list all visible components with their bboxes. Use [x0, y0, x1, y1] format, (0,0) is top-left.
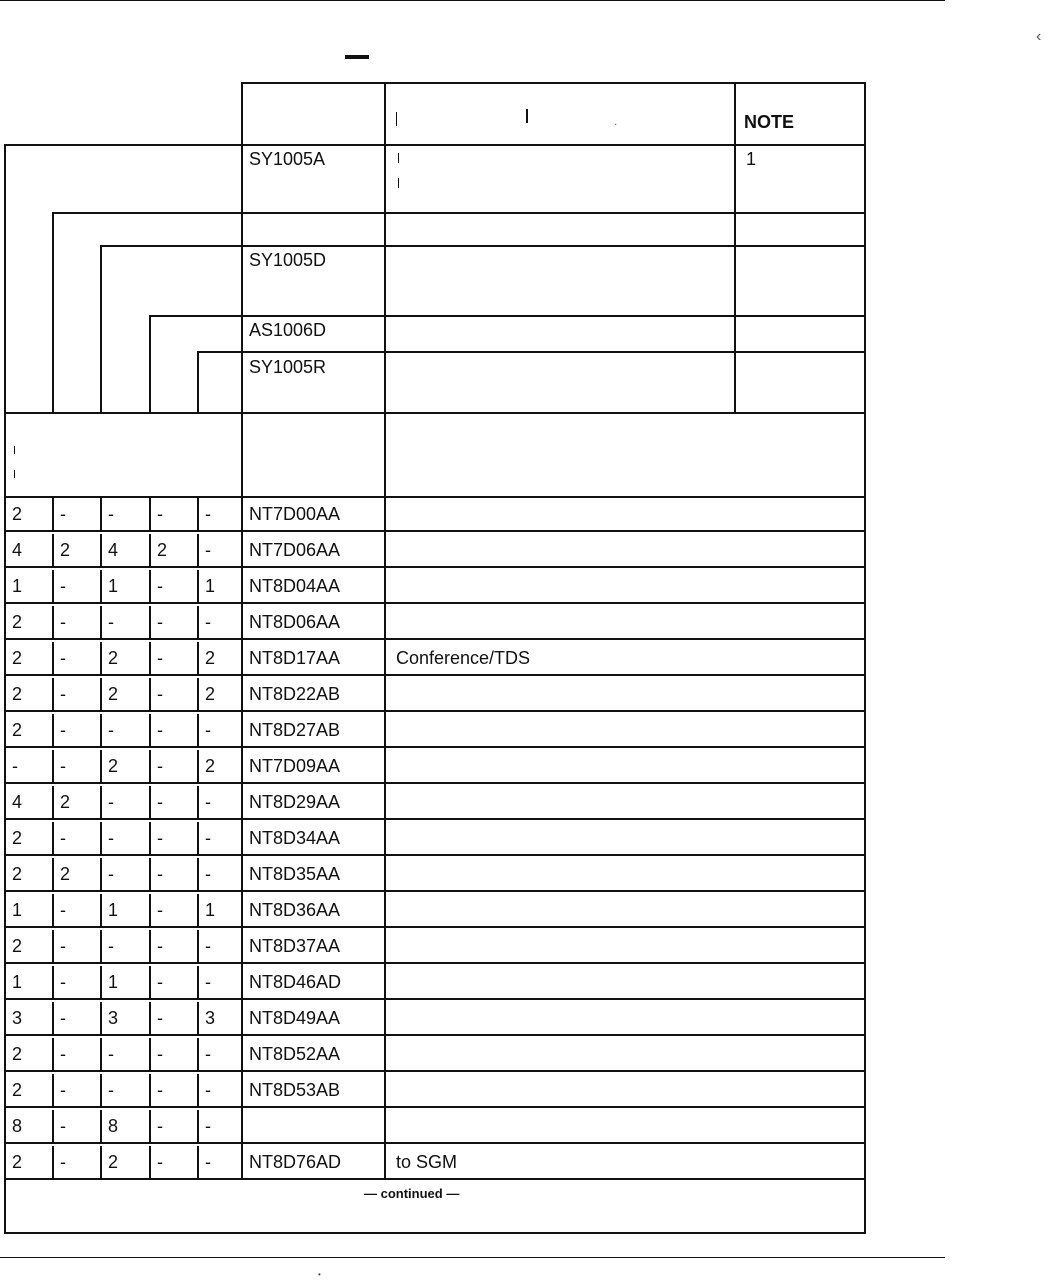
- part-code: NT7D00AA: [249, 504, 341, 524]
- quantity-cell: 1: [108, 972, 119, 992]
- quantity-cell: 1: [12, 900, 23, 920]
- quantity-cell: -: [108, 1044, 114, 1064]
- system-code: SY1005D: [249, 250, 327, 270]
- quantity-cell: 2: [12, 720, 23, 740]
- quantity-cell: 2: [12, 1080, 23, 1100]
- quantity-cell: -: [60, 756, 66, 776]
- table-row: [4, 892, 866, 928]
- quantity-cell: -: [60, 504, 66, 524]
- quantity-cell: -: [157, 684, 163, 704]
- quantity-cell: 2: [60, 864, 71, 884]
- quantity-cell: -: [157, 864, 163, 884]
- quantity-cell: 2: [12, 828, 23, 848]
- quantity-cell: 2: [108, 648, 119, 668]
- quantity-cell: -: [157, 828, 163, 848]
- section-tick-mark: [14, 446, 15, 454]
- quantity-cell: 2: [12, 684, 23, 704]
- desc-tick-mark: [398, 178, 399, 188]
- quantity-cell: 8: [12, 1116, 23, 1136]
- quantity-cell: -: [12, 756, 18, 776]
- table-row: [4, 676, 866, 712]
- table-row: [4, 1000, 866, 1036]
- quantity-cell: 2: [108, 756, 119, 776]
- equipment-table: [4, 82, 866, 1234]
- quantity-cell: -: [60, 1152, 66, 1172]
- quantity-cell: 2: [205, 684, 216, 704]
- table-row: [4, 964, 866, 1000]
- quantity-cell: 8: [108, 1116, 119, 1136]
- quantity-cell: 1: [108, 576, 119, 596]
- quantity-cell: -: [60, 900, 66, 920]
- quantity-cell: 1: [108, 900, 119, 920]
- quantity-cell: 1: [205, 576, 216, 596]
- quantity-cell: -: [108, 720, 114, 740]
- quantity-cell: -: [205, 864, 211, 884]
- table-row: [4, 1144, 866, 1180]
- table-row: [4, 856, 866, 892]
- table-row: [4, 1072, 866, 1108]
- quantity-cell: -: [205, 972, 211, 992]
- quantity-cell: -: [157, 1152, 163, 1172]
- quantity-cell: -: [60, 576, 66, 596]
- part-code: NT7D09AA: [249, 756, 341, 776]
- quantity-cell: -: [157, 504, 163, 524]
- quantity-cell: 2: [12, 1152, 23, 1172]
- quantity-cell: -: [157, 900, 163, 920]
- quantity-cell: -: [205, 540, 211, 560]
- part-code: NT8D46AD: [249, 972, 342, 992]
- quantity-cell: -: [157, 576, 163, 596]
- continued-label: — continued —: [364, 1186, 460, 1201]
- quantity-cell: 1: [12, 576, 23, 596]
- quantity-cell: -: [108, 828, 114, 848]
- part-code: NT8D52AA: [249, 1044, 341, 1064]
- quantity-cell: 3: [205, 1008, 216, 1028]
- bottom-rule: [0, 1257, 945, 1258]
- quantity-cell: 2: [12, 936, 23, 956]
- quantity-cell: -: [205, 612, 211, 632]
- quantity-cell: 3: [108, 1008, 119, 1028]
- quantity-cell: 2: [60, 540, 71, 560]
- desc-tick-mark: [398, 153, 399, 163]
- part-code: NT8D34AA: [249, 828, 341, 848]
- quantity-cell: -: [205, 1044, 211, 1064]
- table-row: [4, 1036, 866, 1072]
- header-tick-mark: [526, 109, 528, 123]
- quantity-cell: 2: [108, 1152, 119, 1172]
- quantity-cell: -: [60, 612, 66, 632]
- quantity-cell: -: [205, 1116, 211, 1136]
- part-description: to SGM: [396, 1152, 458, 1172]
- system-code: SY1005A: [249, 149, 326, 169]
- part-code: NT8D37AA: [249, 936, 341, 956]
- quantity-cell: -: [157, 1080, 163, 1100]
- note-column-header: NOTE: [744, 112, 795, 132]
- part-code: NT8D36AA: [249, 900, 341, 920]
- quantity-cell: -: [60, 1080, 66, 1100]
- quantity-cell: 2: [12, 1044, 23, 1064]
- table-row: [4, 496, 866, 532]
- quantity-cell: 1: [205, 900, 216, 920]
- table-row: [4, 640, 866, 676]
- quantity-cell: 2: [12, 648, 23, 668]
- table-row: [4, 748, 866, 784]
- quantity-cell: -: [157, 1116, 163, 1136]
- corner-scribble-mark: ‹: [1036, 28, 1042, 45]
- part-code: NT8D04AA: [249, 576, 341, 596]
- quantity-cell: 2: [205, 756, 216, 776]
- quantity-cell: -: [157, 936, 163, 956]
- quantity-cell: -: [108, 504, 114, 524]
- quantity-cell: 1: [12, 972, 23, 992]
- quantity-cell: 4: [12, 792, 23, 812]
- part-code: NT8D17AA: [249, 648, 341, 668]
- table-row: [4, 532, 866, 568]
- quantity-cell: -: [157, 612, 163, 632]
- quantity-cell: 2: [205, 648, 216, 668]
- table-row: [4, 784, 866, 820]
- part-code: NT8D35AA: [249, 864, 341, 884]
- system-code: SY1005R: [249, 357, 327, 377]
- quantity-cell: -: [157, 792, 163, 812]
- part-code: NT8D53AB: [249, 1080, 341, 1100]
- quantity-cell: -: [60, 1044, 66, 1064]
- quantity-cell: -: [157, 648, 163, 668]
- quantity-cell: -: [205, 504, 211, 524]
- quantity-cell: -: [205, 936, 211, 956]
- quantity-cell: -: [205, 828, 211, 848]
- quantity-cell: -: [108, 936, 114, 956]
- quantity-cell: -: [60, 720, 66, 740]
- quantity-cell: -: [108, 612, 114, 632]
- quantity-cell: -: [60, 1116, 66, 1136]
- part-code: NT8D49AA: [249, 1008, 341, 1028]
- quantity-cell: 2: [60, 792, 71, 812]
- quantity-cell: 2: [12, 504, 23, 524]
- part-code: NT8D29AA: [249, 792, 341, 812]
- quantity-cell: 2: [108, 684, 119, 704]
- quantity-cell: -: [60, 828, 66, 848]
- quantity-cell: -: [157, 972, 163, 992]
- quantity-cell: 2: [12, 612, 23, 632]
- system-code: AS1006D: [249, 320, 327, 340]
- quantity-cell: -: [60, 972, 66, 992]
- footer-speck-mark: •: [318, 1270, 321, 1279]
- quantity-cell: 2: [12, 864, 23, 884]
- quantity-cell: 4: [12, 540, 23, 560]
- part-code: NT8D27AB: [249, 720, 341, 740]
- quantity-cell: -: [157, 720, 163, 740]
- table-row: [4, 604, 866, 640]
- system-note: 1: [746, 149, 757, 169]
- quantity-cell: -: [157, 756, 163, 776]
- header-dash-mark: [345, 55, 369, 59]
- quantity-cell: -: [60, 684, 66, 704]
- quantity-cell: -: [205, 720, 211, 740]
- quantity-cell: -: [205, 1080, 211, 1100]
- part-code: NT7D06AA: [249, 540, 341, 560]
- section-tick-mark: [14, 470, 15, 478]
- quantity-cell: 4: [108, 540, 119, 560]
- quantity-cell: -: [60, 936, 66, 956]
- quantity-cell: 2: [157, 540, 168, 560]
- table-row: [4, 820, 866, 856]
- table-row: [4, 568, 866, 604]
- quantity-cell: -: [108, 864, 114, 884]
- quantity-cell: -: [205, 792, 211, 812]
- part-description: Conference/TDS: [396, 648, 531, 668]
- quantity-cell: -: [108, 792, 114, 812]
- header-tick-mark: [396, 112, 397, 126]
- part-code: NT8D76AD: [249, 1152, 342, 1172]
- quantity-cell: -: [60, 648, 66, 668]
- quantity-cell: -: [157, 1044, 163, 1064]
- table-row: [4, 928, 866, 964]
- header-speck: .: [614, 114, 618, 128]
- quantity-cell: -: [108, 1080, 114, 1100]
- top-rule: [0, 0, 945, 1]
- table-row: [4, 712, 866, 748]
- quantity-cell: -: [205, 1152, 211, 1172]
- part-code: NT8D22AB: [249, 684, 341, 704]
- table-row: [4, 1108, 866, 1144]
- quantity-cell: -: [60, 1008, 66, 1028]
- part-code: NT8D06AA: [249, 612, 341, 632]
- quantity-cell: -: [157, 1008, 163, 1028]
- quantity-cell: 3: [12, 1008, 23, 1028]
